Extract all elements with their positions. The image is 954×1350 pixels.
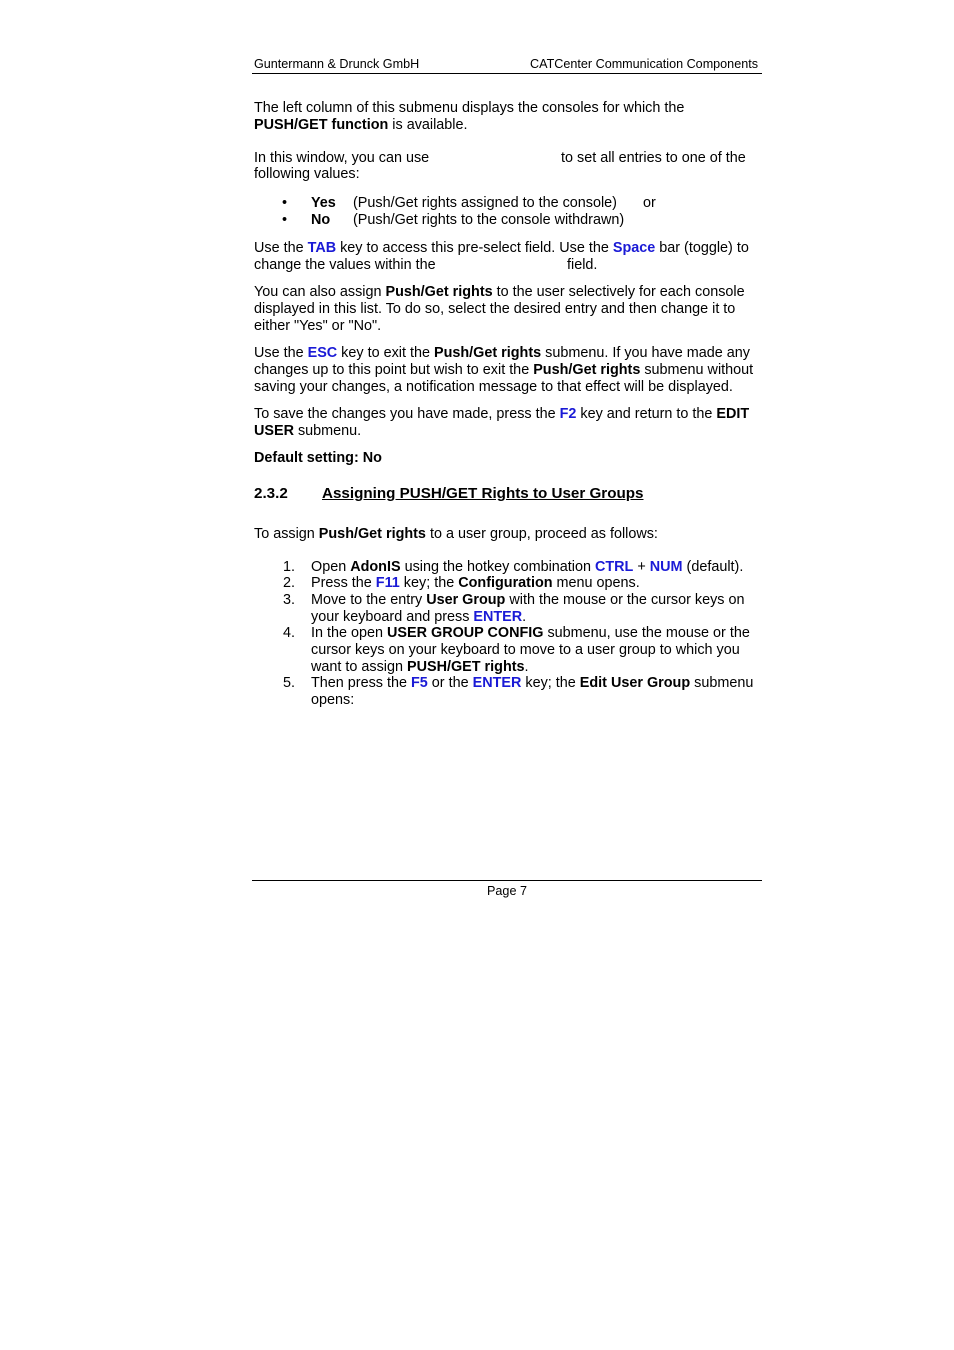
edit-user-term: EDIT USER — [254, 406, 750, 439]
enter-key: ENTER — [472, 675, 522, 691]
f2-key: F2 — [559, 406, 577, 422]
step-text: key; the — [521, 675, 580, 691]
step-text: In the open — [311, 625, 388, 641]
user-group-config-term: USER GROUP CONFIG — [387, 625, 544, 641]
push-get-rights-term: Push/Get rights — [433, 345, 542, 361]
step-text: menu opens. — [552, 575, 640, 591]
section-title: Assigning PUSH/GET Rights to User Groups — [322, 485, 644, 502]
step-number: 5. — [283, 675, 296, 691]
tab-text-5: field. — [567, 257, 598, 273]
step-text: submenu opens: — [311, 675, 754, 708]
list-item — [0, 195, 954, 212]
step-text: . — [524, 658, 529, 675]
save-text-1: To save the changes you have made, press the — [254, 406, 560, 422]
step-text: (default). — [682, 559, 744, 575]
header-product: CATCenter Communication Components — [530, 57, 758, 71]
esc-text-4: submenu without saving your changes, a notification message to that effect will be displayed. — [254, 361, 754, 395]
adonis-term: AdonIS — [350, 559, 401, 575]
esc-text-3: submenu. If you have made any changes up to this point but wish to exit the — [254, 345, 750, 378]
list-item — [0, 212, 954, 229]
tab-key: TAB — [307, 240, 337, 256]
tab-text-4: change the values within the — [254, 257, 436, 273]
step-text: Press the — [311, 575, 376, 591]
step-number: 2. — [283, 575, 296, 591]
assign-text-1: You can also assign — [254, 284, 386, 300]
esc-key: ESC — [307, 345, 338, 361]
step-text: submenu, use the mouse or the cursor keys on your keyboard to move to a user group to which you want to assign — [311, 625, 750, 675]
step-text: Move to the entry — [311, 592, 427, 608]
bullet-icon: • — [282, 212, 288, 228]
esc-text-2: key to exit the — [337, 345, 434, 361]
proceed-text-2: to a user group, proceed as follows: — [425, 526, 658, 542]
tab-text-3: bar (toggle) to — [655, 240, 749, 256]
push-get-rights-term: Push/Get rights — [533, 361, 641, 378]
edit-user-group-term: Edit User Group — [579, 675, 691, 691]
push-get-rights-term: Push/Get rights — [318, 526, 426, 542]
page-header — [252, 55, 762, 74]
save-text-2: key and return to the — [576, 406, 717, 422]
intro-paragraph — [254, 100, 760, 134]
esc-text-1: Use the — [254, 345, 308, 361]
user-group-term: User Group — [426, 592, 506, 608]
f11-key: F11 — [375, 575, 400, 591]
step-text: or the — [427, 675, 473, 691]
step-number: 3. — [283, 592, 296, 608]
value-term: Yes — [311, 195, 336, 211]
push-get-rights-term: Push/Get rights — [385, 284, 493, 300]
proceed-paragraph — [254, 526, 760, 543]
value-suffix: or — [643, 195, 656, 211]
window-text-2: to set all entries to one of the — [561, 150, 746, 166]
push-get-function-term: PUSH/GET function — [254, 116, 389, 133]
section-number: 2.3.2 — [254, 485, 288, 502]
value-term: No — [311, 212, 331, 228]
push-get-rights-term: PUSH/GET rights — [407, 658, 525, 675]
step-number: 1. — [283, 559, 296, 575]
page-footer — [252, 880, 762, 900]
step-text: . — [522, 608, 527, 625]
step-text: + — [633, 559, 650, 575]
save-text-3: submenu. — [293, 422, 362, 439]
ctrl-key: CTRL — [594, 559, 634, 575]
save-paragraph — [254, 406, 760, 440]
step-text: key; the — [399, 575, 459, 591]
page-number: Page 7 — [487, 884, 527, 898]
step-text: Open — [311, 559, 351, 575]
intro-line2: is available. — [388, 116, 468, 133]
intro-line1: The left column of this submenu displays the consoles for which the — [254, 100, 685, 116]
proceed-text-1: To assign — [254, 526, 319, 542]
num-key: NUM — [649, 559, 683, 575]
configuration-term: Configuration — [458, 575, 553, 591]
step-number: 4. — [283, 625, 296, 641]
step-text: Then press the — [311, 675, 411, 691]
tab-text-1: Use the — [254, 240, 308, 256]
tab-paragraph — [254, 240, 760, 273]
value-description: (Push/Get rights assigned to the console) — [353, 195, 617, 211]
value-description: (Push/Get rights to the console withdrawn) — [353, 212, 625, 228]
header-company: Guntermann & Drunck GmbH — [254, 57, 420, 71]
step-text: using the hotkey combination — [400, 559, 595, 575]
default-setting: Default setting: No — [254, 450, 382, 466]
tab-text-2: key to access this pre-select field. Use the — [336, 240, 613, 256]
enter-key: ENTER — [473, 608, 523, 625]
space-key: Space — [612, 240, 656, 256]
window-text-3: following values: — [254, 166, 360, 182]
esc-paragraph — [254, 345, 760, 395]
assign-paragraph — [254, 284, 760, 334]
assign-text-2: to the user selectively for each console displayed in this list. To do so, select the desired entry and then change it to either "Yes" or "No". — [254, 284, 745, 334]
window-text-1: In this window, you can use — [254, 150, 430, 166]
bullet-icon: • — [282, 195, 288, 211]
step-text: with the mouse or the cursor keys on your keyboard and press — [311, 592, 745, 625]
f5-key: F5 — [411, 675, 428, 691]
